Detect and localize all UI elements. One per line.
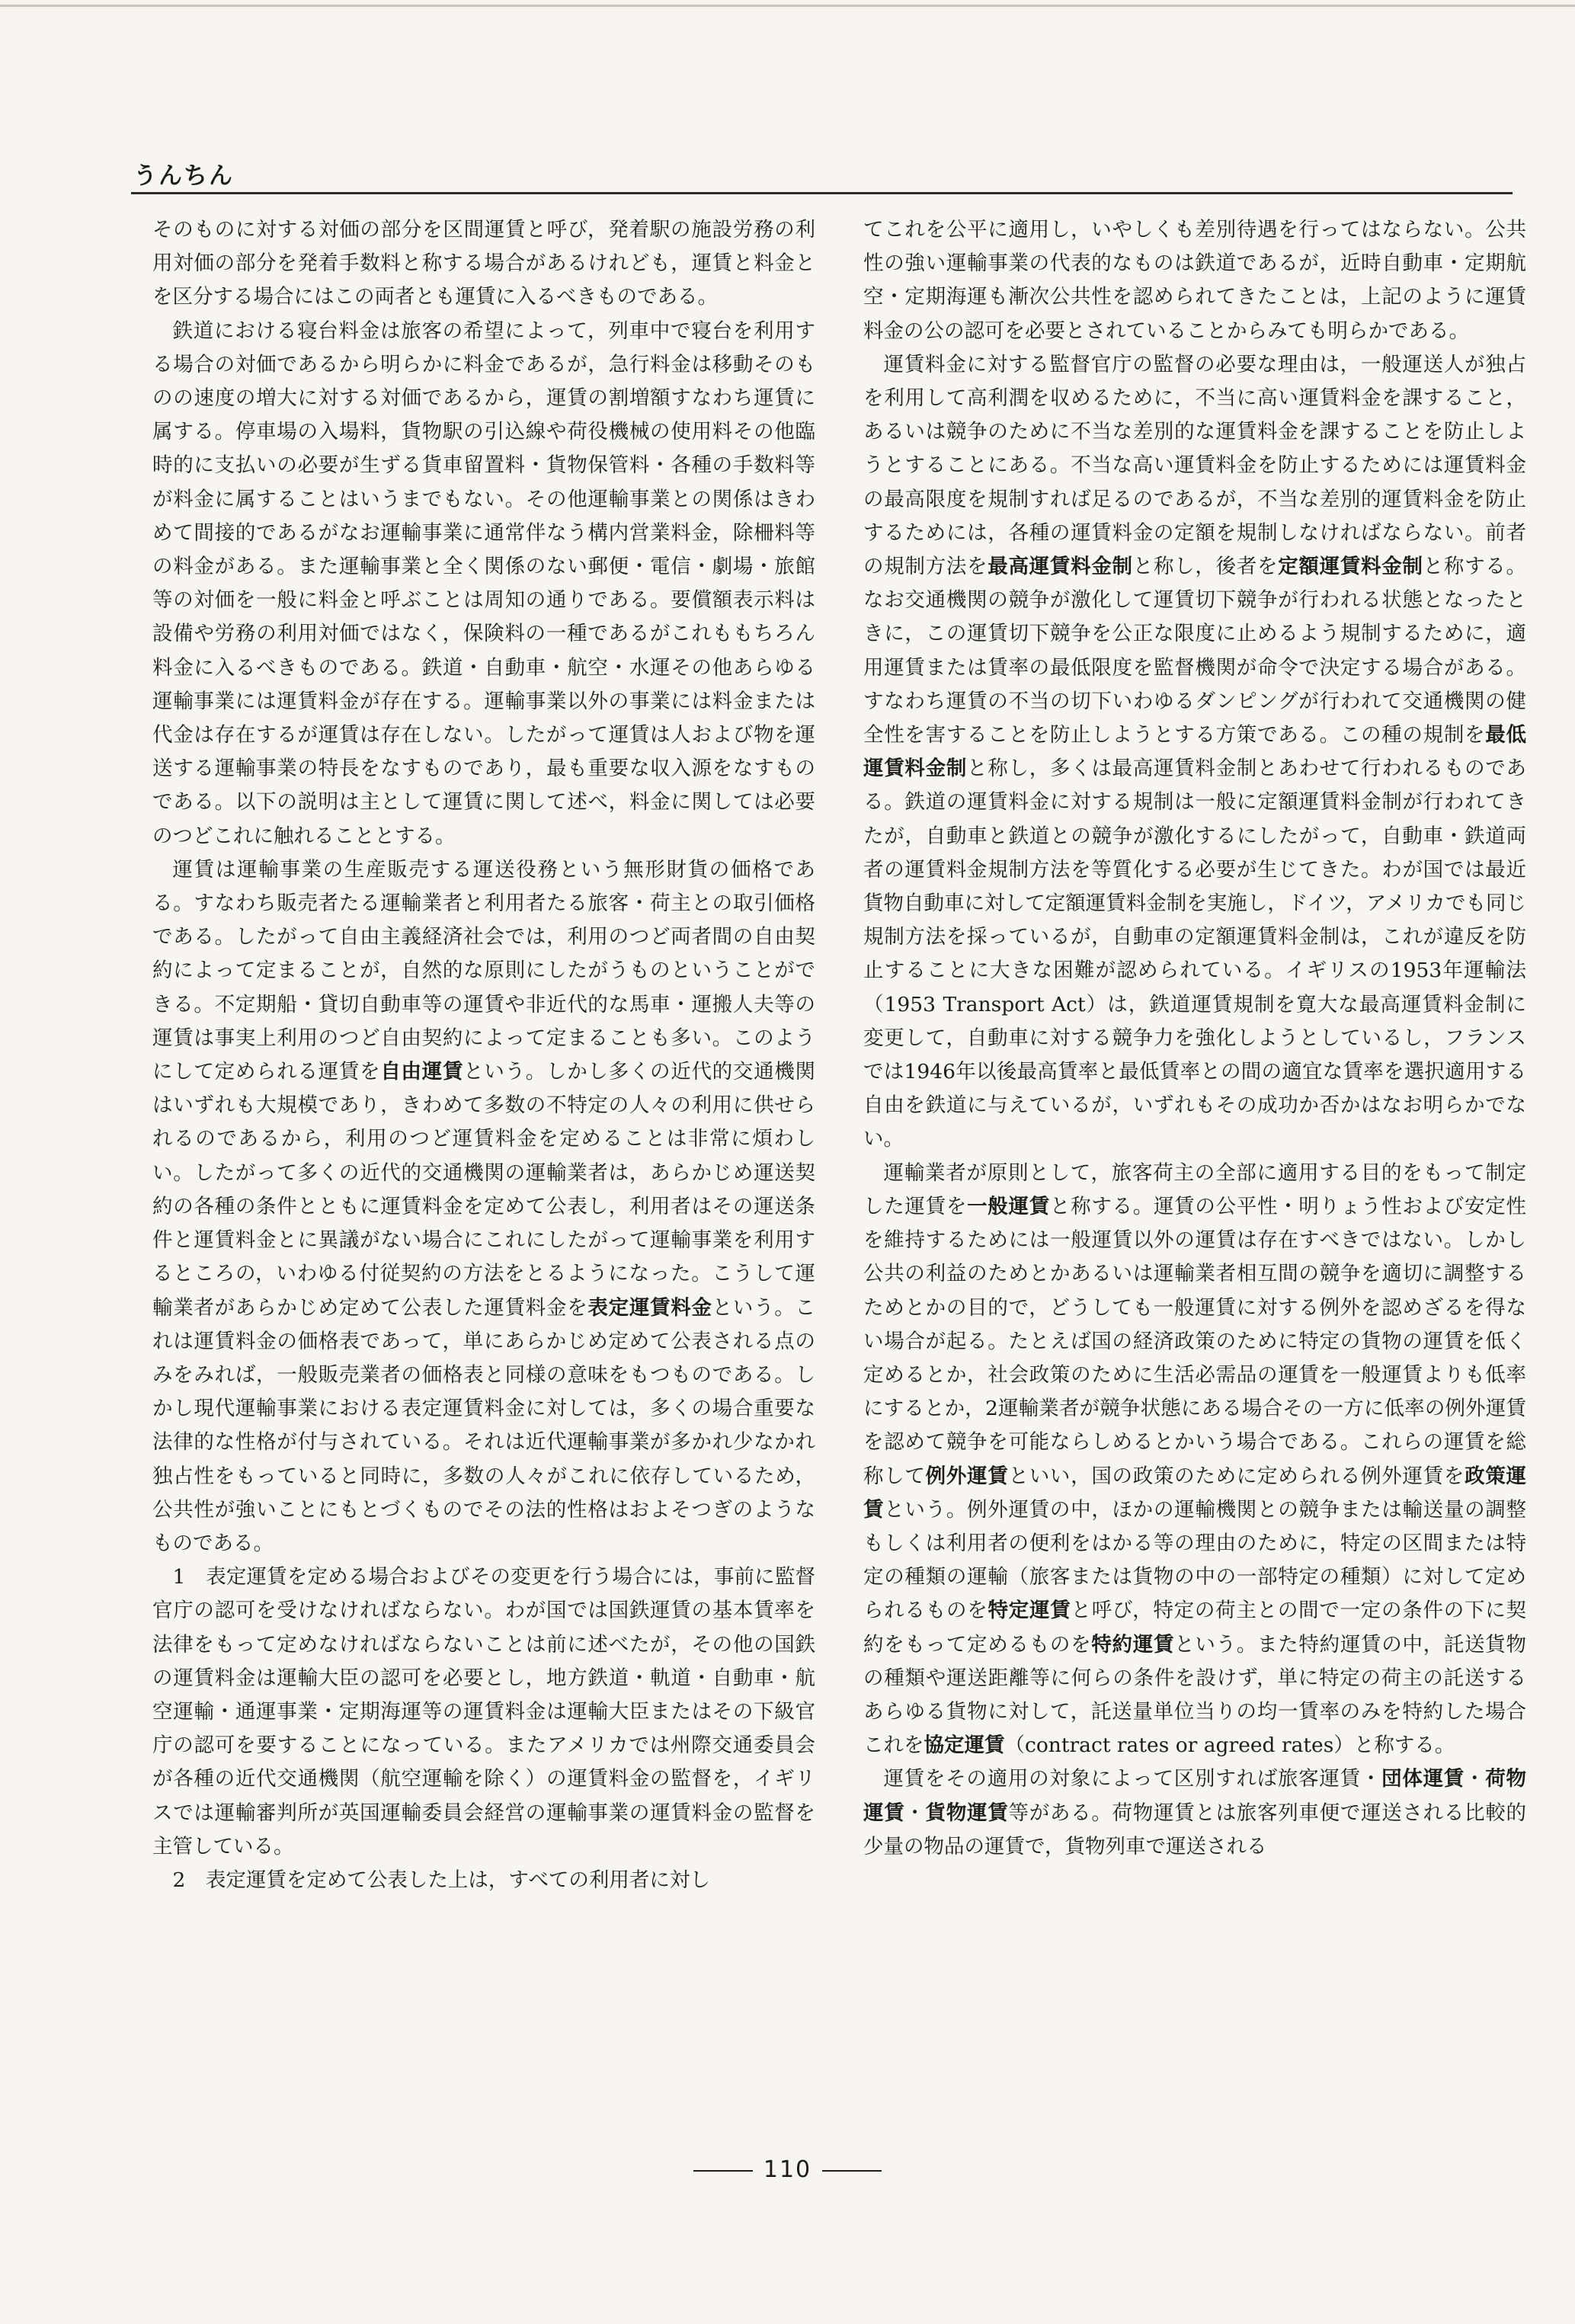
term: 表定運賃料金 [587,1295,712,1320]
term: 例外運賃 [925,1464,1009,1488]
paragraph: 鉄道における寝台料金は旅客の希望によって，列車中で寝台を利用する場合の対価であるから明らかに料金であるが，急行料金は移動そのものの速度の増大に対する対価であるから，運賃の割増額すなわち運賃に属する。停車場の入場料，貨物駅の引込線や荷役機械の使用料その他臨時的に支払いの必要が生ずる貨車留置料・貨物保管料・各種の手数料等が料金に属することはいうまでもない。その他運輸事業との関係はきわめて間接的であるがなお運輸事業に通常伴なう構内営業料金，除柵料等の料金がある。また運輸事業と全く関係のない郵便・電信・劇場・旅館等の対価を一般に料金と呼ぶことは周知の通りである。要償額表示料は設備や労務の利用対価ではなく，保険料の一種であるがこれももちろん料金に入るべきものである。鉄道・自動車・航空・水運その他あらゆる運輸事業には運賃料金が存在する。運輸事業以外の事業には料金または代金は存在するが運賃は存在しない。したがって運賃は人および物を運送する運輸事業の特長をなすものであり，最も重要な収入源をなすものである。以下の説明は主として運賃に関して述べ，料金に関しては必要のつどこれに触れることとする。 [152,319,815,848]
page-number-text: 110 [763,2156,812,2183]
running-head: うんちん [133,162,234,190]
paragraph: そのものに対する対価の部分を区間運賃と呼び，発着駅の施設労務の利用対価の部分を発着手数料と称する場合があるけれども，運賃と料金とを区分する場合にはこの両者とも運賃に入るべきものである。 [152,218,815,309]
paragraph: 運輸業者が原則として，旅客荷主の全部に適用する目的をもって制定した運賃を一般運賃と称する。運賃の公平性・明りょう性および安定性を維持するためには一般運賃以外の運賃は存在すべきではない。しかし公共の利益のためとかあるいは運輸業者相互間の競争を適切に調整するためとかの目的で，どうしても一般運賃に対する例外を認めざるを得ない場合が起る。たとえば国の経済政策のために特定の貨物の運賃を低く定めるとか，社会政策のために生活必需品の運賃を一般運賃よりも低率にするとか，2運輸業者が競争状態にある場合その一方に低率の例外運賃を認めて競争を可能ならしめるとかいう場合である。これらの運賃を総称して例外運賃といい，国の政策のために定められる例外運賃を政策運賃という。例外運賃の中，ほかの運輸機関との競争または輸送量の調整もしくは利用者の便利をはかる等の理由のために，特定の区間または特定の種類の運輸（旅客または貨物の中の一部特定の種類）に対して定められるものを特定運賃と呼び，特定の荷主との間で一定の条件の下に契約をもって定めるものを特約運賃という。また特約運賃の中，託送貨物の種類や運送距離等に何らの条件を設けず，単に特定の荷主の託送するあらゆる貨物に対して，託送量単位当りの均一賃率のみを特約した場合これを協定運賃（contract rates or agreed rates）と称する。 [863,1160,1527,1758]
paragraph: 2 表定運賃を定めて公表した上は，すべての利用者に対し [172,1868,710,1892]
paragraph: てこれを公平に適用し，いやしくも差別待遇を行ってはならない。公共性の強い運輸事業の代表的なものは鉄道であるが，近時自動車・定期航空・定期海運も漸次公共性を認められてきたことは，上記のように運賃料金の公の認可を必要とされていることからみても明らかである。 [863,218,1526,343]
page-number-dash [822,2170,882,2172]
term: 貨物運賃 [925,1801,1009,1825]
term: 政策運賃 [863,1464,1527,1522]
top-edge-rule [0,5,1575,7]
left-column [152,213,815,1897]
right-column [863,213,1526,1864]
term: 団体運賃 [1381,1767,1465,1791]
paragraph: 運賃をその適用の対象によって区別すれば旅客運賃・団体運賃・荷物運賃・貨物運賃等がある。荷物運賃とは旅客列車便で運送される比較的少量の物品の運賃で，貨物列車で運送される [863,1767,1527,1858]
term: 荷物運賃 [863,1767,1527,1825]
paragraph: 運賃料金に対する監督官庁の監督の必要な理由は，一般運送人が独占を利用して高利潤を収めるために，不当に高い運賃料金を課すること，あるいは競争のために不当な差別的な運賃料金を課することを防止しようとすることにある。不当な高い運賃料金を防止するためには運賃料金の最高限度を規制すれば足るのであるが，不当な差別的運賃料金を防止するためには，各種の運賃料金の定額を規制しなければならない。前者の規制方法を最高運賃料金制と称し，後者を定額運賃料金制と称する。なお交通機関の競争が激化して運賃切下競争が行われる状態となったときに，この運賃切下競争を公正な限度に止めるよう規制するために，適用運賃または賃率の最低限度を監督機関が命令で決定する場合がある。すなわち運賃の不当の切下いわゆるダンピングが行われて交通機関の健全性を害することを防止しようとする方策である。この種の規制を最低運賃料金制と称し，多くは最高運賃料金制とあわせて行われるものである。鉄道の運賃料金に対する規制は一般に定額運賃料金制が行われてきたが，自動車と鉄道との競争が激化するにしたがって，自動車・鉄道両者の運賃料金規制方法を等質化する必要が生じてきた。わが国では最近貨物自動車に対して定額運賃料金制を実施し，ドイツ，アメリカでも同じ規制方法を採っているが，自動車の定額運賃料金制は，これが違反を防止することに大きな困難が認められている。イギリスの1953年運輸法（1953 Transport Act）は，鉄道運賃規制を寛大な最高運賃料金制に変更して，自動車に対する競争力を強化しようとしているし，フランスでは1946年以後最高賃率と最低賃率との間の適宜な賃率を選択適用する自由を鉄道に与えているが，いずれもその成功か否かはなお明らかでない。 [863,352,1527,1151]
term: 最低運賃料金制 [863,723,1527,781]
page-number [0,2156,1575,2183]
term: 特約運賃 [1091,1632,1175,1657]
paragraph: 1 表定運賃を定める場合およびその変更を行う場合には，事前に監督官庁の認可を受けなければならない。わが国では国鉄運賃の基本賃率を法律をもって定めなければならないことは前に述べたが，その他の国鉄の運賃料金は運輸大臣の認可を必要とし，地方鉄道・軌道・自動車・航空運輸・通運事業・定期海運等の運賃料金は運輸大臣またはその下級官庁の認可を要することになっている。またアメリカでは州際交通委員会が各種の近代交通機関（航空運輸を除く）の運賃料金の監督を，イギリスでは運輸審判所が英国運輸委員会経営の運輸事業の運賃料金の監督を主管している。 [152,1565,815,1858]
term: 定額運賃料金制 [1278,555,1423,579]
term: 協定運賃 [924,1733,1005,1758]
term: 最高運賃料金制 [988,555,1133,579]
paragraph: 運賃は運輸事業の生産販売する運送役務という無形財貨の価格である。すなわち販売者たる運輸業者と利用者たる旅客・荷主との取引価格である。したがって自由主義経済社会では，利用のつど両者間の自由契約によって定まることが，自然的な原則にしたがうものということができる。不定期船・貸切自動車等の運賃や非近代的な馬車・運搬人夫等の運賃は事実上利用のつど自由契約によって定まることも多い。このようにして定められる運賃を自由運賃という。しかし多くの近代的交通機関はいずれも大規模であり，きわめて多数の不特定の人々の利用に供せられるのであるから，利用のつど運賃料金を定めることは非常に煩わしい。したがって多くの近代的交通機関の運輸業者は，あらかじめ運送契約の各種の条件とともに運賃料金を定めて公表し，利用者はその運送条件と運賃料金とに異議がない場合にこれにしたがって運輸事業を利用するところの，いわゆる付従契約の方法をとるようになった。こうして運輸業者があらかじめ定めて公表した運賃料金を表定運賃料金という。これは運賃料金の価格表であって，単にあらかじめ定めて公表される点のみをみれば，一般販売業者の価格表と同様の意味をもつものである。しかし現代運輸事業における表定運賃料金に対しては，多くの場合重要な法律的な性格が付与されている。それは近代運輸事業が多かれ少なかれ独占性をもっていると同時に，多数の人々がこれに依存しているため，公共性が強いことにもとづくものでその法的性格はおよそつぎのようなものである。 [152,857,816,1555]
page-number-dash [693,2170,753,2172]
term: 一般運賃 [967,1194,1050,1218]
header-rule [131,192,1513,194]
term: 自由運賃 [380,1060,464,1084]
term: 特定運賃 [988,1599,1071,1623]
